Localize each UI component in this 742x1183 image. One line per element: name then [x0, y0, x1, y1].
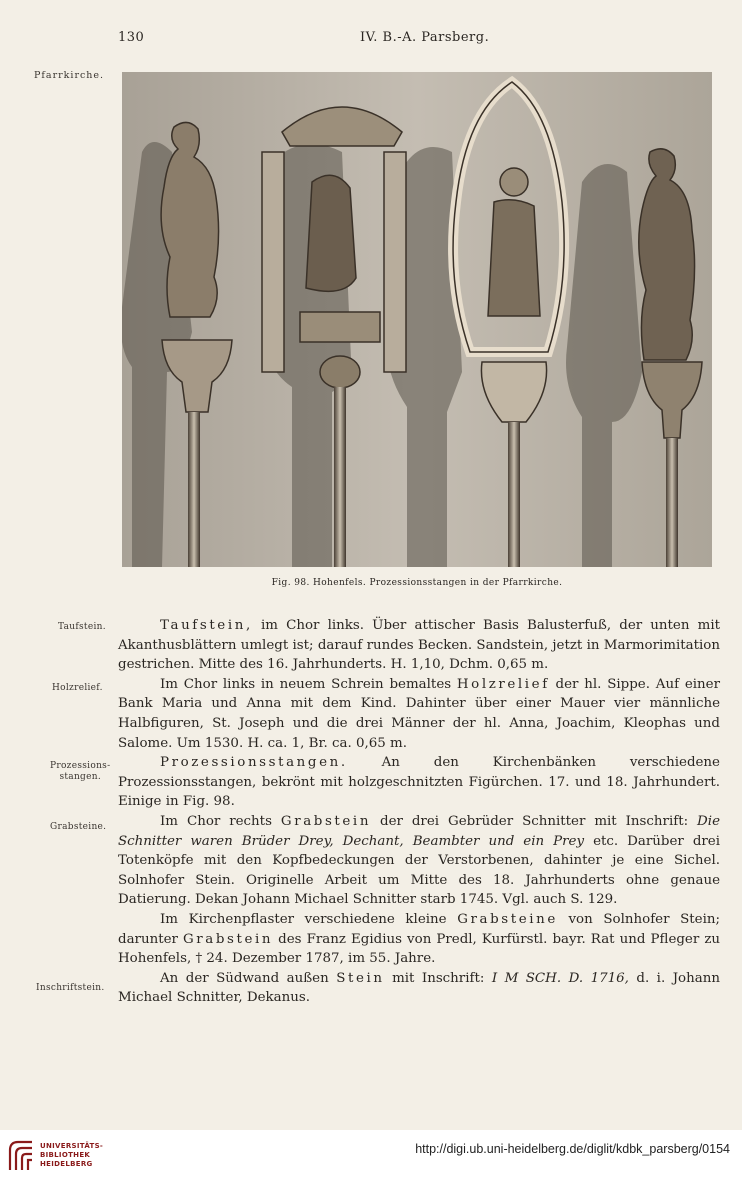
- paragraph-grabsteine: [118, 910, 720, 969]
- running-title: IV. B.-A. Parsberg.: [360, 30, 490, 45]
- inscription-text: I M SCH. D. 1716,: [491, 970, 629, 986]
- paragraph-text: der hl. Sippe. Auf einer Bank Maria und Anna mit dem Kind. Dahinter über einer Mauer vier männliche Halbfiguren, St. Joseph und die drei Männer der hl. Anna, Joachim, Kleophas und Salome. Um 1530. H. ca. 1, Br. ca. 0,65 m.: [118, 676, 720, 751]
- paragraph-text: von Solnhofer Stein; darunter: [118, 911, 721, 947]
- spaced-term: Grabstein: [182, 931, 274, 947]
- paragraph-text: Im Chor rechts: [160, 813, 281, 829]
- spaced-term: Holzrelief: [456, 676, 550, 692]
- paragraph-text: im Chor links. Über attischer Basis Balusterfuß, der unten mit Akanthusblättern umlegt ist; darauf rundes Becken. Sandstein, jetzt in Marmorimitation gestrichen. Mitte des 16. Jahrhunderts. H. 1,10, Dchm. 0,65 m.: [118, 618, 720, 673]
- logo-line: HEIDELBERG: [40, 1160, 93, 1168]
- running-head: [118, 30, 710, 50]
- margin-note-prozessionsstangen: [50, 761, 110, 783]
- margin-note-pfarrkirche: Pfarrkirche.: [34, 70, 105, 81]
- paragraph-holzrelief: [118, 675, 720, 753]
- logo-line: UNIVERSITÄTS-: [40, 1142, 104, 1150]
- margin-note-line: stangen.: [59, 772, 101, 782]
- library-logo-text: [40, 1142, 103, 1169]
- margin-note-inschriftstein: Inschriftstein.: [36, 983, 105, 993]
- paragraph-text: An der Südwand außen: [160, 970, 337, 986]
- spaced-term: Taufstein,: [160, 618, 253, 633]
- margin-note-taufstein: Taufstein.: [58, 622, 106, 632]
- paragraph-text: etc. Darüber drei Totenköpfe mit den Kopfbedeckungen der Verstorbenen, dahinter je eine Sichel. Solnhofer Stein. Originelle Arbeit um Mitte des 18. Jahrhunderts ohne genaue Datierung. Dekan Johann Michael Schnitter starb 1745. Vgl. auch S. 129.: [118, 833, 720, 908]
- inscription-text: Die Schnitter waren Brüder Drey, Dechant, Beambter und ein Prey: [118, 813, 720, 849]
- paragraph-text: An den Kirchenbänken verschiedene Prozessionsstangen, bekrönt mit holzgeschnitzten Figürchen. 17. und 18. Jahrhundert. Einige in Fig. 98.: [118, 755, 720, 810]
- paragraph-text: Im Kirchenpflaster verschiedene kleine: [160, 911, 458, 927]
- library-logo-icon: [6, 1138, 36, 1174]
- processional-staffs-photo: [122, 72, 712, 567]
- margin-note-line: Prozessions-: [50, 761, 111, 771]
- paragraph-text: d. i. Johann Michael Schnitter, Dekanus.: [118, 970, 720, 1006]
- paragraph-inschrift: [118, 969, 720, 1008]
- spaced-term: Stein: [336, 970, 385, 986]
- paragraph-text: mit Inschrift:: [384, 970, 492, 986]
- figure-photo: [122, 72, 712, 567]
- paragraph-prozessionsstangen: [118, 753, 720, 812]
- spaced-term: Grabstein: [280, 813, 372, 829]
- margin-note-grabsteine: Grabsteine.: [50, 822, 107, 832]
- logo-line: BIBLIOTHEK: [40, 1151, 91, 1159]
- paragraph-text: Im Chor links in neuem Schrein bemaltes: [160, 676, 457, 692]
- spaced-term: Grabsteine: [457, 911, 558, 927]
- figure-caption: Fig. 98. Hohenfels. Prozessionsstangen in der Pfarrkirche.: [271, 578, 563, 588]
- footer-bar: [0, 1130, 742, 1183]
- spaced-term: Prozessionsstangen.: [160, 755, 348, 771]
- paragraph-grabstein: [118, 812, 720, 910]
- paragraph-text: des Franz Egidius von Predl, Kurfürstl. bayr. Rat und Pfleger zu Hohenfels, † 24. Dezember 1787, im 55. Jahre.: [118, 931, 720, 967]
- margin-note-holzrelief: Holzrelief.: [52, 683, 103, 693]
- body-text: [118, 616, 720, 1008]
- paragraph-taufstein: [118, 616, 720, 675]
- paragraph-text: der drei Gebrüder Schnitter mit Inschrift:: [371, 813, 698, 829]
- page-number: 130: [118, 30, 145, 45]
- source-url-link[interactable]: http://digi.ub.uni-heidelberg.de/diglit/kdbk_parsberg/0154: [415, 1142, 730, 1156]
